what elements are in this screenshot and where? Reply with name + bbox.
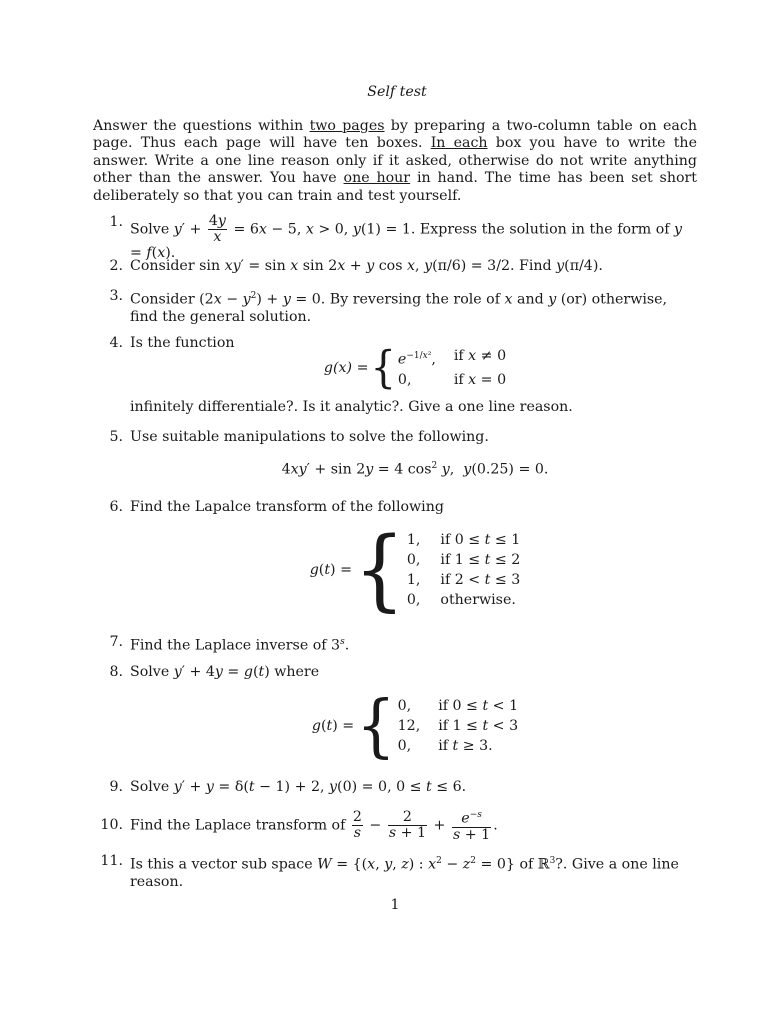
question-text: Find the Laplace transform of $\frac{2}{s}$ − $\frac{2}{s + 1}$ + $\frac{e^{-s}}{s + 1}$ . (130, 808, 498, 843)
question-5 (93, 429, 697, 447)
case-value: 0, (406, 552, 421, 568)
question-11 (93, 853, 697, 892)
question-10 (93, 808, 697, 843)
question-text: Is the function (130, 335, 235, 351)
case-condition: if 1 ≤ t ≤ 2 (440, 552, 521, 568)
question-number: 9. (109, 779, 123, 795)
q5-equation: 4xy′ + sin 2y = 4 $\cos^2 y$, y(0.25) = 0. (281, 461, 549, 478)
left-brace: { (370, 342, 396, 394)
question-number: 11. (100, 853, 123, 869)
intro-text-2: by preparing a two-column table on each page. Thus each page will have ten boxes. (93, 118, 697, 152)
q8-lhs: g(t) = (311, 718, 355, 734)
question-number: 10. (100, 817, 123, 833)
intro-underline-in-each: In each (430, 135, 488, 152)
q8-piecewise (93, 685, 697, 766)
q8-cases (398, 697, 518, 755)
intro-underline-two-pages: two pages (309, 118, 385, 134)
left-brace: { (356, 685, 396, 766)
case-value: 1, (406, 572, 421, 588)
case-value: 0, (406, 592, 421, 608)
case-condition: if 2 < t ≤ 3 (440, 572, 521, 588)
intro-text-1: Answer the questions within (93, 118, 310, 134)
case-value: 0, (397, 738, 412, 754)
question-number: 3. (109, 288, 123, 304)
question-text: infinitely differentiale?. Is it analytic?. Give a one line reason. (130, 399, 573, 415)
question-text: Use suitable manipulations to solve the following. (130, 429, 489, 445)
question-number: 5. (109, 429, 123, 445)
question-number: 8. (109, 664, 123, 680)
case-condition: if 0 ≤ t ≤ 1 (440, 532, 521, 548)
case-value: 1, (406, 532, 421, 548)
q6-piecewise (93, 518, 697, 621)
case-value: $e^{-1/x^2}$, (397, 351, 436, 368)
question-2 (93, 258, 697, 276)
case-condition: if 0 ≤ t < 1 (438, 698, 519, 714)
question-number: 7. (109, 634, 123, 650)
instructions-paragraph (93, 118, 697, 205)
case-value: 0, (397, 371, 412, 388)
q4-cases (398, 347, 506, 389)
intro-underline-one-hour: one hour (343, 170, 411, 187)
case-condition: if x = 0 (453, 371, 507, 388)
case-condition: if t ≥ 3. (438, 738, 493, 754)
left-brace: { (353, 518, 405, 621)
question-text: Solve y′ + $\frac{4y}{x}$ = 6x − 5, x > 0, y(1) = 1. Express the solution in the form of y = f(x). (130, 213, 683, 261)
question-text: Find the Lapalce transform of the following (130, 499, 444, 515)
question-text: Consider $(2x - y^2) + y = 0$. By reversing the role of x and y (or) otherwise, find the general solution. (130, 291, 668, 326)
question-number: 2. (109, 258, 123, 274)
case-value: 12, (397, 718, 421, 734)
question-text: Solve y′ + y = δ(t − 1) + 2, y(0) = 0, 0 ≤ t ≤ 6. (130, 779, 467, 795)
question-text: Find the Laplace inverse of 3$^s$. (130, 637, 350, 654)
question-text: Is this a vector sub space W = {(x, y, z) : $x^2 - z^2 = 0$} of ℝ$^3$?. Give a one line reason. (130, 856, 679, 891)
question-4-continued (93, 399, 697, 417)
q6-lhs: g(t) = (309, 562, 352, 578)
intro-text-3: box you have to write the answer. Write a one line reason only if it asked, otherwise do not write anything other than the answer. You have (93, 135, 697, 187)
question-number: 6. (109, 499, 123, 515)
question-1 (93, 214, 697, 263)
q4-lhs: g(x) = (323, 359, 369, 376)
question-8 (93, 664, 697, 682)
question-7 (93, 634, 697, 655)
case-condition: otherwise. (440, 592, 516, 608)
case-condition: if 1 ≤ t < 3 (438, 718, 519, 734)
question-6 (93, 499, 697, 517)
question-3 (93, 288, 697, 327)
question-number: 1. (109, 214, 123, 230)
question-number: 4. (109, 335, 123, 351)
page-number: 1 (390, 897, 400, 913)
page-title: Self test (367, 84, 427, 100)
question-9 (93, 779, 697, 797)
case-value: 0, (397, 698, 412, 714)
question-text: Consider sin xy′ = sin x sin 2x + y cos x, y(π/6) = 3/2. Find y(π/4). (130, 258, 603, 274)
case-condition: if x ≠ 0 (453, 348, 507, 364)
q6-cases (407, 531, 520, 609)
intro-text-4: in hand. The time has been set short deliberately so that you can train and test yourself. (93, 170, 697, 204)
question-text: Solve y′ + 4y = g(t) where (130, 664, 320, 680)
